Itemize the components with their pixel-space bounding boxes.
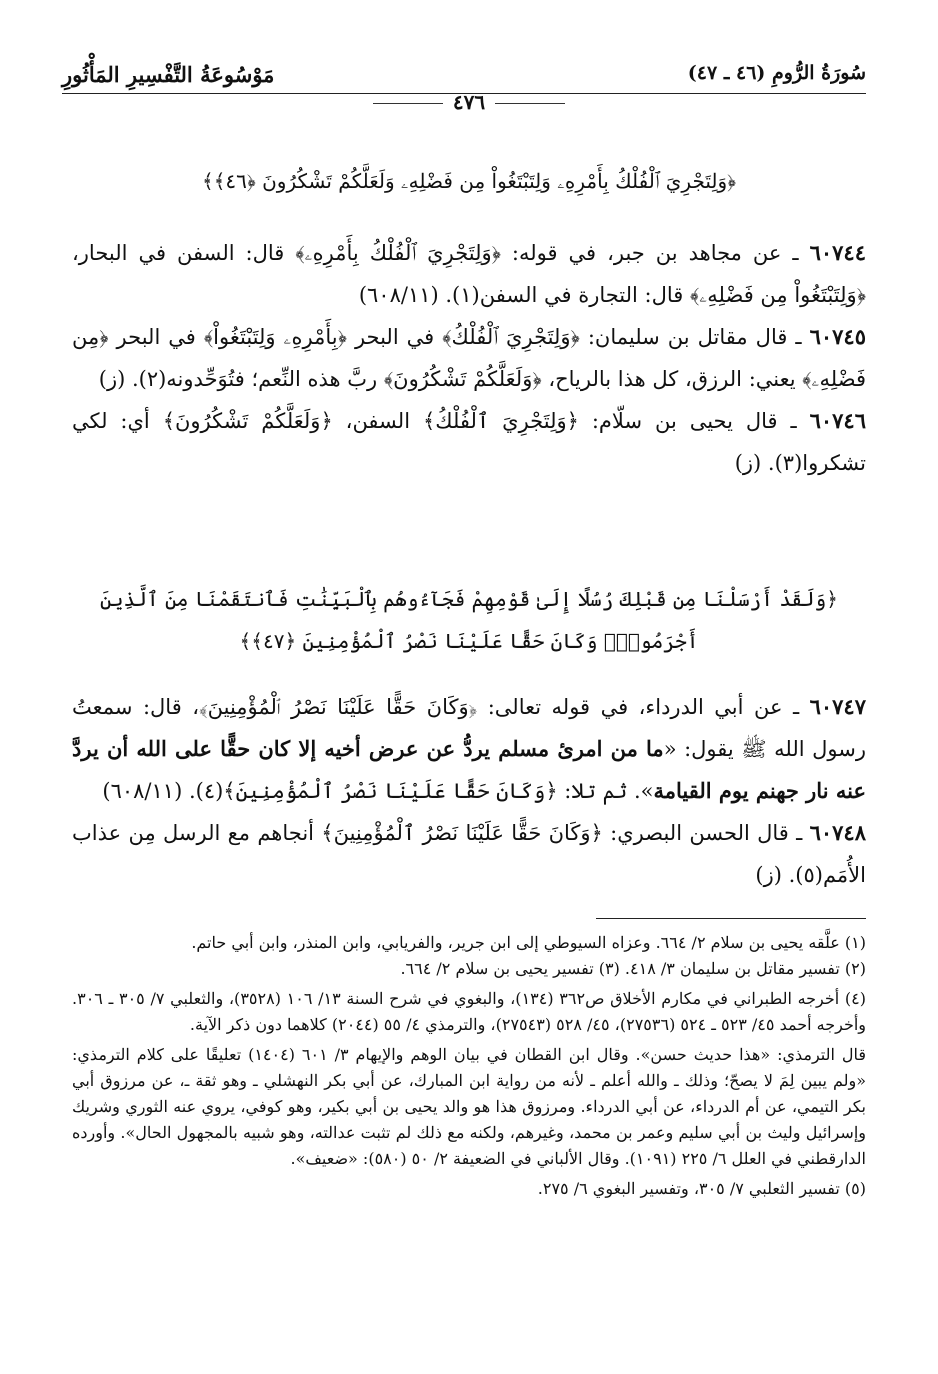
entry-60746 [72,400,866,484]
entry-60745 [72,316,866,400]
surah-title: سُورَةُ الرُّومِ (٤٦ ـ ٤٧) [687,62,866,84]
entry-number: ٦٠٧٤٨ [809,820,866,845]
footnote-4: (٤) أخرجه الطبراني في مكارم الأخلاق ص٣٦٢ (١٣٤)، والبغوي في شرح السنة ١٣/ ١٠٦ (٣٥٢٨)، والثعلبي ٧/ ٣٠٥ ـ ٣٠٦. وأخرجه أحمد ٤٥/ ٥٢٣ ـ ٥٢٤ (٢٧٥٣٦)، ٤٥/ ٥٢٨ (٢٧٥٤٣)، والترمذي ٤/ ٥٥ (٢٠٤٤) كلاهما دون ذكر الآية. [72,989,867,1034]
entry-text-pre: ـ عن أبي الدرداء، في قوله تعالى: ﴿وَكَانَ حَقًّا عَلَيْنَا نَصْرُ ٱلْمُؤْمِنِينَ﴾، قال: سمعتُ رسول الله ﷺ يقول: « [72,695,866,761]
entry-text-post: ». ثم تلا: ﴿وَكَانَ حَقًّا عَلَيْنَا نَصْرُ ٱلْمُؤْمِنِينَ﴾(٤). (٦٠٨/١١) [102,779,654,803]
entry-number: ٦٠٧٤٧ [809,694,866,719]
entry-text: ـ عن مجاهد بن جبر، في قوله: ﴿وَلِتَجْرِيَ ٱلْفُلْكُ بِأَمْرِهِۦ﴾ قال: السفن في البحار، ﴿وَلِتَبْتَغُواْ مِن فَضْلِهِۦ﴾ قال: التجارة في السفن(١). (٦٠٨/١١) [72,241,866,307]
footnote-2-3: (٢) تفسير مقاتل بن سليمان ٣/ ٤١٨. (٣) تفسير يحيى بن سلام ٢/ ٦٦٤. [400,959,866,978]
hadith-text: ما من امرئ مسلم يردُّ عن عرض أخيه إلا كان حقًّا على الله أن يردَّ عنه نار جهنم يوم القيامة [72,736,866,803]
entry-text: ـ قال الحسن البصري: ﴿وَكَانَ حَقًّا عَلَيْنَا نَصْرُ ٱلْمُؤْمِنِينَ﴾ أنجاهم مع الرسل مِن عذاب الأُمَم(٥). (ز) [72,821,866,887]
ornament-right [495,103,565,104]
entry-text: ـ قال مقاتل بن سليمان: ﴿وَلِتَجْرِيَ ٱلْفُلْكُ﴾ في البحر ﴿بِأَمْرِهِۦ وَلِتَبْتَغُواْ﴾ في البحر ﴿مِن فَضْلِهِۦ﴾ يعني: الرزق، كل هذا بالرياح، ﴿وَلَعَلَّكُمْ تَشْكُرُونَ﴾ ربَّ هذه النِّعم؛ فتُوَحِّدونه(٢). (ز) [72,325,866,391]
entry-60747 [72,686,866,812]
ornament-left [373,103,443,104]
page-number: ٤٧٦ [452,90,486,114]
entry-text: ـ قال يحيى بن سلّام: ﴿وَلِتَجْرِيَ ٱلْفُلْكُ﴾ السفن، ﴿وَلَعَلَّكُمْ تَشْكُرُونَ﴾ أي: لكي تشكروا(٣). (ز) [72,409,866,475]
footnote-4-note: قال الترمذي: «هذا حديث حسن». وقال ابن القطان في بيان الوهم والإيهام ٣/ ٦٠١ (١٤٠٤) تعليقًا على كلام الترمذي: «ولم يبين لِمَ لا يصحّ؛ وذلك ـ والله أعلم ـ لأنه من رواية ابن المبارك، عن أبي بكر النهشلي ـ وهو ثقة ـ، عن مرزوق أبي بكر التيمي، عن أم الدرداء، عن أبي الدرداء. ومرزوق هذا هو والد يحيى بن أبي بكير، وهو كوفي، يروي عنه الثوري وشريك وإسرائيل وليث بن أبي سليم وعمر بن محمد، وغيرهم، ولكنه مع ذلك لم تثبت عدالته، وهو شبيه بالمجهول الحال». وأورده الدارقطني في العلل ٦/ ٢٢٥ (١٠٩١). وقال الألباني في الضعيفة ٢/ ٥٠ (٥٨٠): «ضعيف». [72,1045,867,1168]
entry-60744 [72,232,866,316]
entries-group-1 [72,232,866,484]
footnotes [72,930,866,1202]
quran-verse-46: ﴿وَلِتَجْرِيَ ٱلْفُلْكُ بِأَمْرِهِۦ وَلِتَبْتَغُواْ مِن فَضْلِهِۦ وَلَعَلَّكُمْ تَشْكُرُونَ ﴿٤٦﴾﴾ [201,169,737,193]
entries-group-2 [72,686,866,896]
entry-60748 [72,812,866,896]
footnote-5: (٥) تفسير الثعلبي ٧/ ٣٠٥، وتفسير البغوي ٦/ ٢٧٥. [537,1179,866,1198]
page-number-row [0,90,938,114]
entry-number: ٦٠٧٤٤ [809,240,866,265]
entry-number: ٦٠٧٤٥ [809,324,866,349]
entry-number: ٦٠٧٤٦ [809,408,866,433]
footnote-separator [596,918,866,919]
book-title: مَوْسُوعَةُ التَّفْسِيرِ المَأْثُورِ [62,62,275,87]
footnote-1: (١) علَّقه يحيى بن سلام ٢/ ٦٦٤. وعزاه السيوطي إلى ابن جرير، والفريابي، وابن المنذر، وابن أبي حاتم. [191,933,866,952]
quran-verse-47: ﴿وَلَقَدْ أَرْسَلْنَا مِن قَبْلِكَ رُسُلًا إِلَىٰ قَوْمِهِمْ فَجَآءُوهُم بِٱلْبَيِّنَٰتِ فَٱنتَقَمْنَا مِنَ ٱلَّذِينَ أَجْرَمُواْۖ وَكَانَ حَقًّا عَلَيْنَا نَصْرُ ٱلْمُؤْمِنِينَ ﴿٤٧﴾﴾ [100,587,838,653]
